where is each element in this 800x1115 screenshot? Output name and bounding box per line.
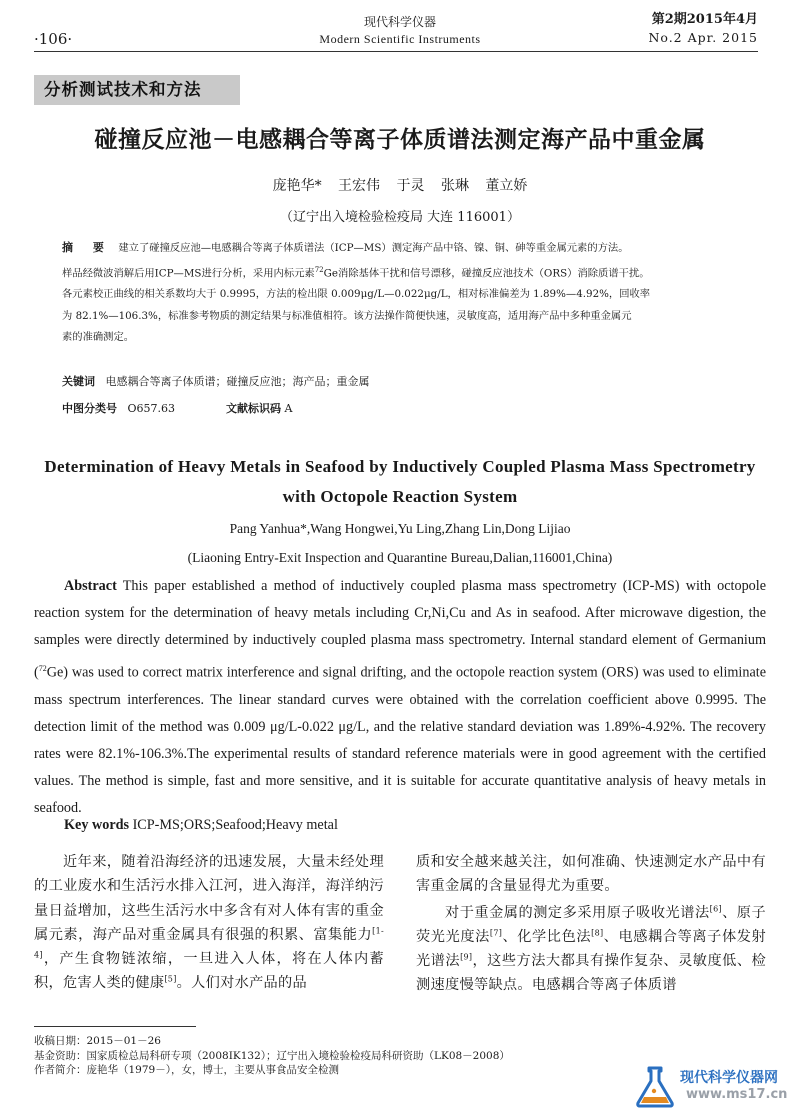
abstract-cn-line: 为 82.1%—106.3%，标准参考物质的测定结果与标准值相符。该方法操作简便快速，灵敏度高，适用海产品中多种重金属元 xyxy=(62,309,632,322)
body-column-right xyxy=(416,850,766,998)
paper-title-en: Determination of Heavy Metals in Seafood by Inductively Coupled Plasma Mass Spectrometry with Octopole Reaction System xyxy=(44,457,756,506)
page-number: ·106· xyxy=(34,30,73,48)
body-paragraph xyxy=(416,901,766,998)
body-paragraph xyxy=(34,850,384,996)
citation: [7] xyxy=(489,928,503,938)
footnote-author: 作者简介：庞艳华（1979－），女，博士，主要从事食品安全检测 xyxy=(34,1064,339,1076)
keywords-cn-label: 关键词 xyxy=(62,375,95,388)
body-text: 对于重金属的测定多采用原子吸收光谱法 xyxy=(445,904,710,921)
body-text: 、电感耦合等离子体发射光谱法 xyxy=(416,928,766,970)
body-column-left xyxy=(34,850,384,996)
abstract-cn-line: 各元素校正曲线的相关系数均大于 0.9995，方法的检出限 0.009μg/L—0.022μg/L，相对标准偏差为 1.89%—4.92%，回收率 xyxy=(62,288,651,301)
abstract-en-sup: 72 xyxy=(38,663,47,673)
body-text: 近年来，随着沿海经济的迅速发展，大量未经处理的工业废水和生活污水排入江河，进入海洋，海洋纳污量日益增加，这些生活污水中多含有对人体有害的重金属元素，海产品对重金属具有很强的积累、富集能力 xyxy=(34,854,384,943)
abstract-cn-line: 样品经微波消解后用ICP—MS进行分析，采用内标元素 xyxy=(62,266,315,279)
citation: [9] xyxy=(460,952,473,962)
issue-en: No.2 Apr. 2015 xyxy=(648,30,758,45)
abstract-en xyxy=(34,573,766,823)
section-tag: 分析测试技术和方法 xyxy=(34,75,240,105)
watermark-name: 现代科学仪器网 xyxy=(680,1070,778,1086)
keywords-cn-text: 电感耦合等离子体质谱；碰撞反应池；海产品；重金属 xyxy=(105,375,370,388)
abstract-cn-line: 建立了碰撞反应池—电感耦合等离子体质谱法（ICP—MS）测定海产品中铬、镍、铜、砷等重金属元素的方法。 xyxy=(118,242,629,254)
keywords-en-text: ICP-MS;ORS;Seafood;Heavy metal xyxy=(132,817,338,833)
abstract-en-label: Abstract xyxy=(64,578,117,594)
abstract-en-text: Ge) was used to correct matrix interference and signal drifting, and the octopole reaction system (ORS) was used to eliminate mass spectrum interferences. The linear standard curves were obtained with the correlation coefficient above 0.9995. The detection limit of the method was 0.009 μg/L-0.022 μg/L, and the relative standard deviation was 1.89%-4.92%. The recovery rates were 82.1%-106.3%.The experimental results of standard reference materials were in good agreement with the certified values. The method is simple, fast and more sensitive, and it is suitable for accurate quantitative analysis of heavy metals in seafood. xyxy=(34,664,766,817)
doc-code-label: 文献标识码 xyxy=(226,402,282,415)
citation: [6] xyxy=(709,903,722,913)
issue-info xyxy=(648,11,758,47)
citation: [8] xyxy=(591,928,604,938)
authors-cn: 庞艳华* 王宏伟 于灵 张琳 董立娇 xyxy=(272,178,528,194)
body-text: ，这些方法大都具有操作复杂、灵敏度低、检测速度慢等缺点。电感耦合等离子体质谱 xyxy=(416,953,766,994)
affiliation-cn: （辽宁出入境检验检疫局 大连 116001） xyxy=(280,210,520,225)
journal-name-cn: 现代科学仪器 xyxy=(363,15,436,29)
journal-name-en: Modern Scientific Instruments xyxy=(319,32,481,46)
issue-cn: 第2期2015年4月 xyxy=(651,12,758,27)
keywords-en-label: Key words xyxy=(64,817,130,833)
footnote-divider xyxy=(34,1026,196,1027)
affiliation-en: (Liaoning Entry-Exit Inspection and Quarantine Bureau,Dalian,116001,China) xyxy=(187,550,613,565)
classification-cn xyxy=(62,400,292,416)
body-text: 、原子荧光光度法 xyxy=(416,904,766,945)
watermark-url: www.ms17.cn xyxy=(686,1087,788,1102)
footnote-funding: 基金资助：国家质检总局科研专项（2008IK132）；辽宁出入境检验检疫局科研资助（LK08－2008） xyxy=(34,1049,510,1062)
body-paragraph: 质和安全越来越关注，如何准确、快速测定水产品中有害重金属的含量显得尤为重要。 xyxy=(416,854,766,895)
watermark-logo xyxy=(632,1063,797,1109)
doc-code: A xyxy=(284,402,293,415)
footnote-received: 收稿日期：2015－01－26 xyxy=(34,1035,161,1047)
abstract-cn-line: Ge消除基体干扰和信号漂移，碰撞反应池技术（ORS）消除质谱干扰。 xyxy=(323,266,650,279)
clc-code: O657.63 xyxy=(127,402,176,415)
keywords-en xyxy=(64,817,338,834)
abstract-cn xyxy=(62,237,764,349)
citation: [1-4] xyxy=(34,926,384,960)
clc-label: 中图分类号 xyxy=(62,402,117,415)
abstract-en-text: This paper established a method of inductively coupled plasma mass spectrometry (ICP-MS) with octopole reaction system for the determination of heavy metals including Cr,Ni,Cu and As in seafood. After microwave digestion, the samples were directly determined by inductively coupled plasma mass spectrometry. Internal standard element of Germanium ( xyxy=(34,578,766,681)
body-text: ，产生食物链浓缩，一旦进入人体，将在人体内蓄积，危害人类的健康 xyxy=(34,951,384,992)
body-text: 。人们对水产品的品 xyxy=(176,975,308,992)
footnotes xyxy=(34,1034,510,1078)
keywords-cn xyxy=(62,373,370,389)
abstract-cn-line: 素的准确测定。 xyxy=(62,331,135,344)
paper-title-cn: 碰撞反应池－电感耦合等离子体质谱法测定海产品中重金属 xyxy=(94,127,706,153)
header-divider xyxy=(34,51,758,52)
authors-en: Pang Yanhua*,Wang Hongwei,Yu Ling,Zhang Lin,Dong Lijiao xyxy=(229,521,571,536)
citation: [5] xyxy=(164,974,177,984)
abstract-cn-sup: 72 xyxy=(314,265,324,274)
body-text: 、化学比色法 xyxy=(502,928,592,945)
flask-icon xyxy=(632,1065,678,1109)
abstract-cn-label: 摘 要 xyxy=(62,241,112,254)
